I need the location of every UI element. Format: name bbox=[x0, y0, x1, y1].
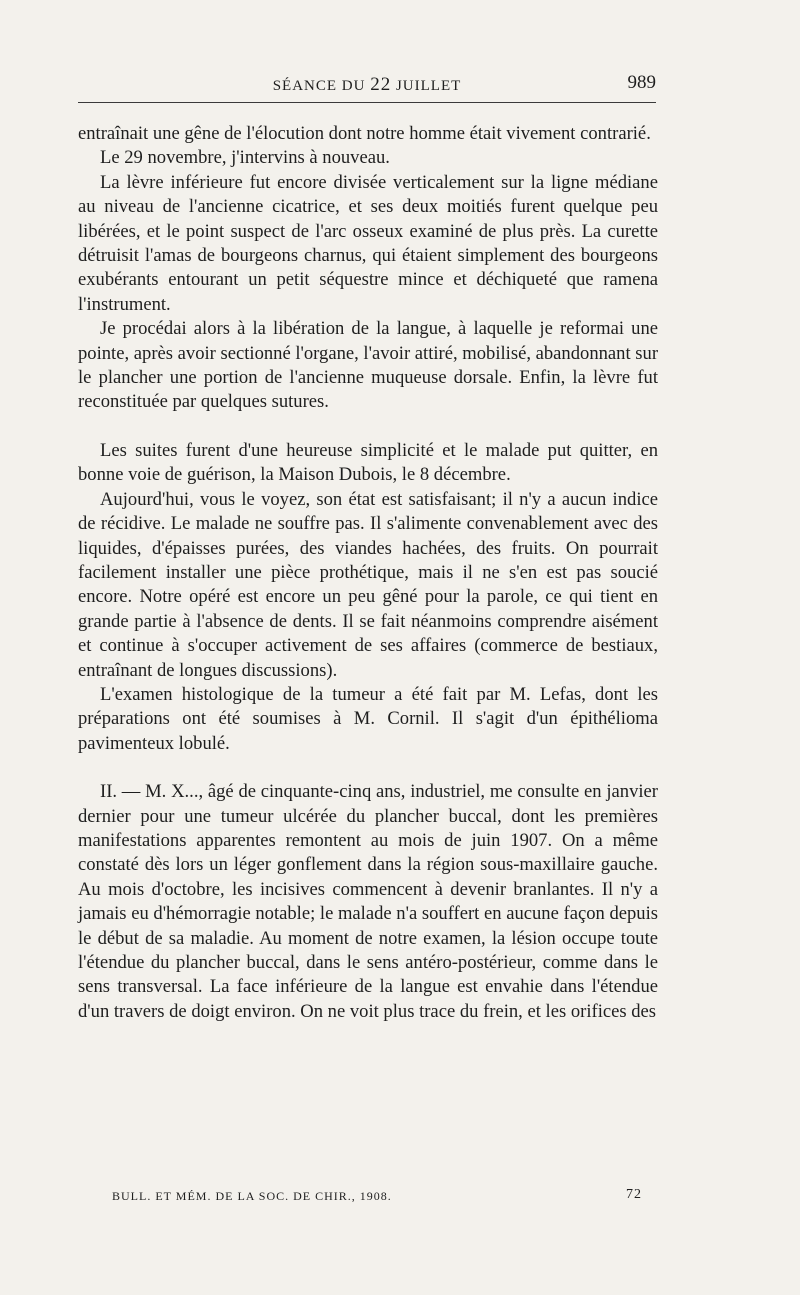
paragraph: La lèvre inférieure fut encore divisée verticalement sur la ligne médiane au niveau de l'ancienne cicatrice, et ses deux moitiés furent quelque peu libérées, et le point suspect de l'arc osseux examiné de plus près. La curette détruisit l'amas de bourgeons charnus, qui étaient simplement des bourgeons exubérants entourant un petit séquestre mince et déchiqueté que ramena l'instrument. bbox=[78, 171, 658, 315]
header-title-suffix: JUILLET bbox=[395, 78, 462, 94]
footer-journal: BULL. ET MÉM. DE LA SOC. DE CHIR., 1908. bbox=[112, 1189, 392, 1203]
paragraph: Aujourd'hui, vous le voyez, son état est satisfaisant; il n'y a aucun indice de récidive. Le malade ne souffre pas. Il s'alimente convenablement avec des liquides, d'épaisses purées, des viandes hachées, des fruits. On pourrait facilement installer une pièce prothétique, mais il ne s'en est pas soucié encore. Notre opéré est encore un peu gêné pour la parole, ce qui tient en grande partie à l'absence de dents. Il se fait néanmoins comprendre aisément et continue à s'occuper activement de ses affaires (commerce de bestiaux, entraînant de longues discussions). bbox=[78, 488, 658, 681]
paragraph: II. — M. X..., âgé de cinquante-cinq ans, industriel, me consulte en janvier dernier pour une tumeur ulcérée du plancher buccal, dont les premières manifestations apparentes remontent au mois de juin 1907. On a même constaté dès lors un léger gonflement dans la région sous-maxillaire gauche. Au mois d'octobre, les incisives commencent à devenir branlantes. Il n'y a jamais eu d'hémorragie notable; le malade n'a souffert en aucune façon depuis le début de sa maladie. Au moment de notre examen, la lésion occupe toute l'étendue du plancher buccal, dans le sens antéro-postérieur, comme dans le sens transversal. La face inférieure de la langue est envahie dans l'étendue d'un travers de doigt environ. On ne voit plus trace du frein, et les orifices des bbox=[78, 781, 658, 1022]
paragraph: Les suites furent d'une heureuse simplicité et le malade put quitter, en bonne voie de guérison, la Maison Dubois, le 8 décembre. bbox=[78, 439, 658, 486]
paragraph: Le 29 novembre, j'intervins à nouveau. bbox=[100, 147, 390, 169]
header-title bbox=[78, 74, 656, 96]
page-number: 989 bbox=[627, 72, 656, 93]
body-text bbox=[78, 122, 658, 1024]
footer-signature: 72 bbox=[626, 1187, 642, 1202]
header-rule bbox=[78, 102, 656, 103]
footer bbox=[112, 1187, 642, 1207]
running-header bbox=[78, 70, 656, 100]
paragraph: entraînait une gêne de l'élocution dont notre homme était vivement contrarié. bbox=[78, 123, 651, 144]
header-title-prefix: SÉANCE DU bbox=[272, 78, 366, 94]
paragraph: L'examen histologique de la tumeur a été fait par M. Lefas, dont les préparations ont été soumises à M. Cornil. Il s'agit d'un épithélioma pavimenteux lobulé. bbox=[78, 683, 658, 754]
paragraph: Je procédai alors à la libération de la langue, à laquelle je reformai une pointe, après avoir sectionné l'organe, l'avoir attiré, mobilisé, abandonnant sur le plancher une portion de l'ancienne muqueuse dorsale. Enfin, la lèvre fut reconstituée par quelques sutures. bbox=[78, 318, 659, 413]
header-title-date: 22 bbox=[370, 74, 392, 95]
